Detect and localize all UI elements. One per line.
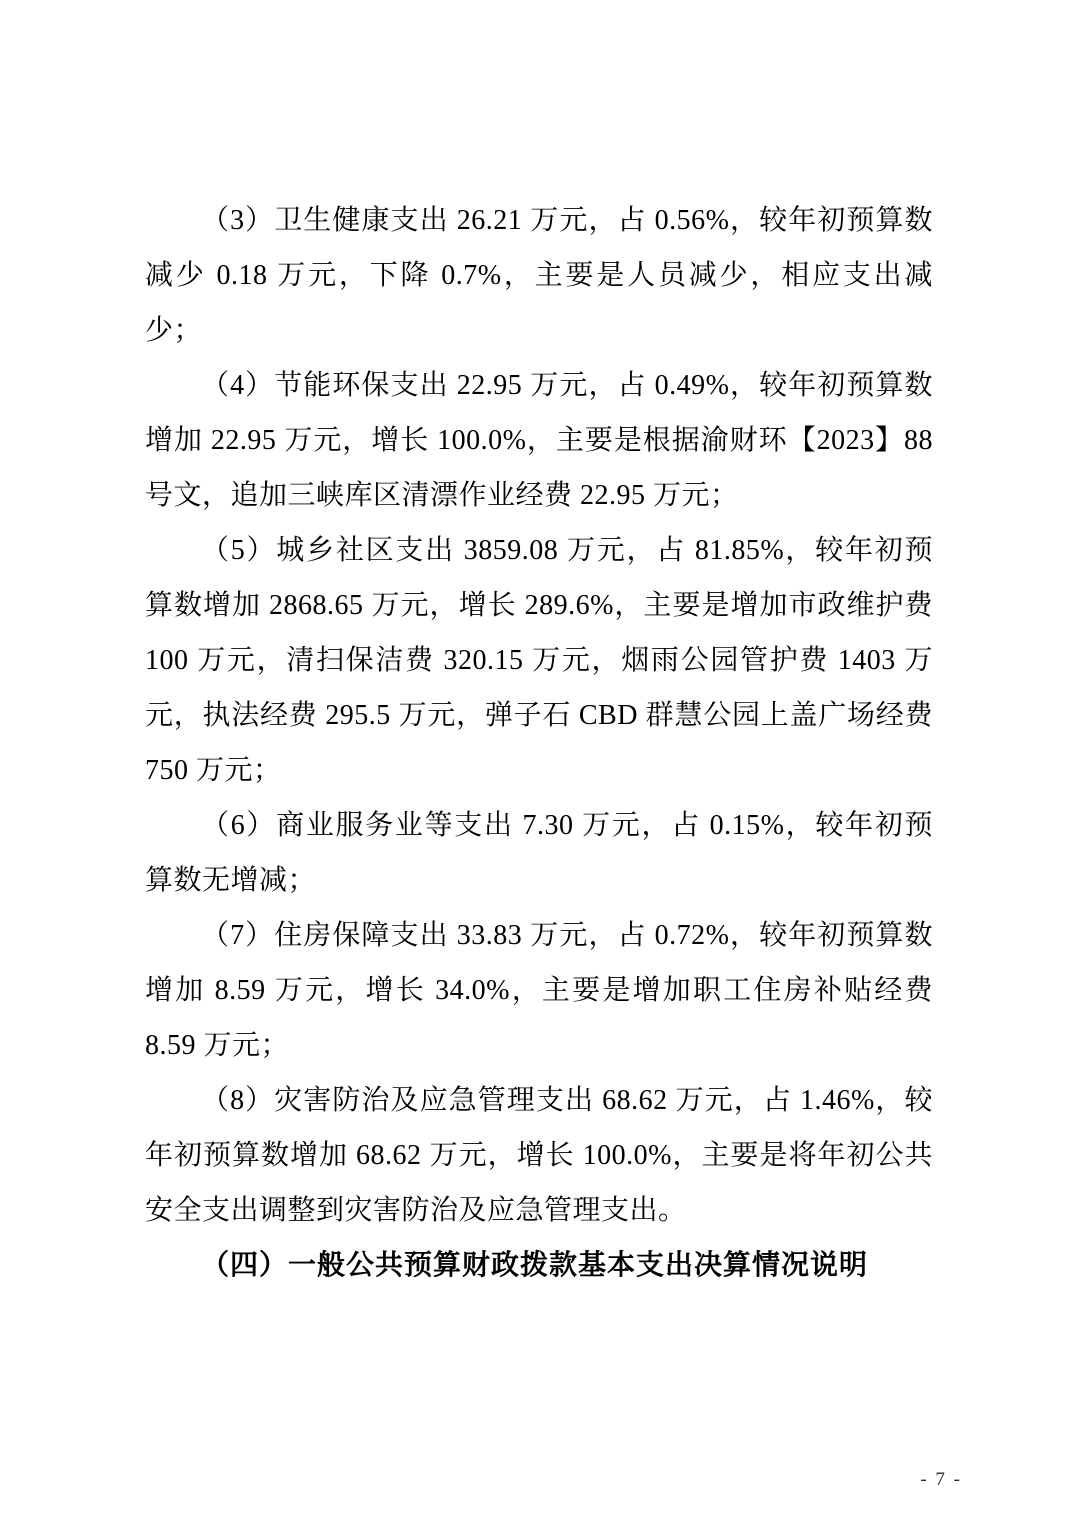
body-paragraph: （6）商业服务业等支出 7.30 万元，占 0.15%，较年初预算数无增减；: [145, 810, 933, 896]
section-heading: （四）一般公共预算财政拨款基本支出决算情况说明: [201, 1250, 869, 1281]
body-paragraph: （4）节能环保支出 22.95 万元，占 0.49%，较年初预算数增加 22.95 万元，增长 100.0%，主要是根据渝财环【2023】88 号文，追加三峡库区清漂作业经费 22.95 万元；: [145, 370, 933, 511]
body-paragraph: （8）灾害防治及应急管理支出 68.62 万元，占 1.46%，较年初预算数增加 68.62 万元，增长 100.0%，主要是将年初公共安全支出调整到灾害防治及应急管理支出。: [145, 1085, 933, 1226]
body-paragraph: （3）卫生健康支出 26.21 万元，占 0.56%，较年初预算数减少 0.18 万元，下降 0.7%，主要是人员减少，相应支出减少；: [145, 205, 933, 346]
body-paragraph: （5）城乡社区支出 3859.08 万元，占 81.85%，较年初预算数增加 2868.65 万元，增长 289.6%，主要是增加市政维护费 100 万元，清扫保洁费 320.15 万元，烟雨公园管护费 1403 万元，执法经费 295.5 万元，弹子石 CBD 群慧公园上盖广场经费 750 万元；: [145, 535, 933, 786]
body-paragraph: （7）住房保障支出 33.83 万元，占 0.72%，较年初预算数增加 8.59 万元，增长 34.0%，主要是增加职工住房补贴经费 8.59 万元；: [145, 920, 933, 1061]
page-number: - 7 -: [920, 1469, 962, 1490]
page-body-text: [145, 193, 933, 1293]
